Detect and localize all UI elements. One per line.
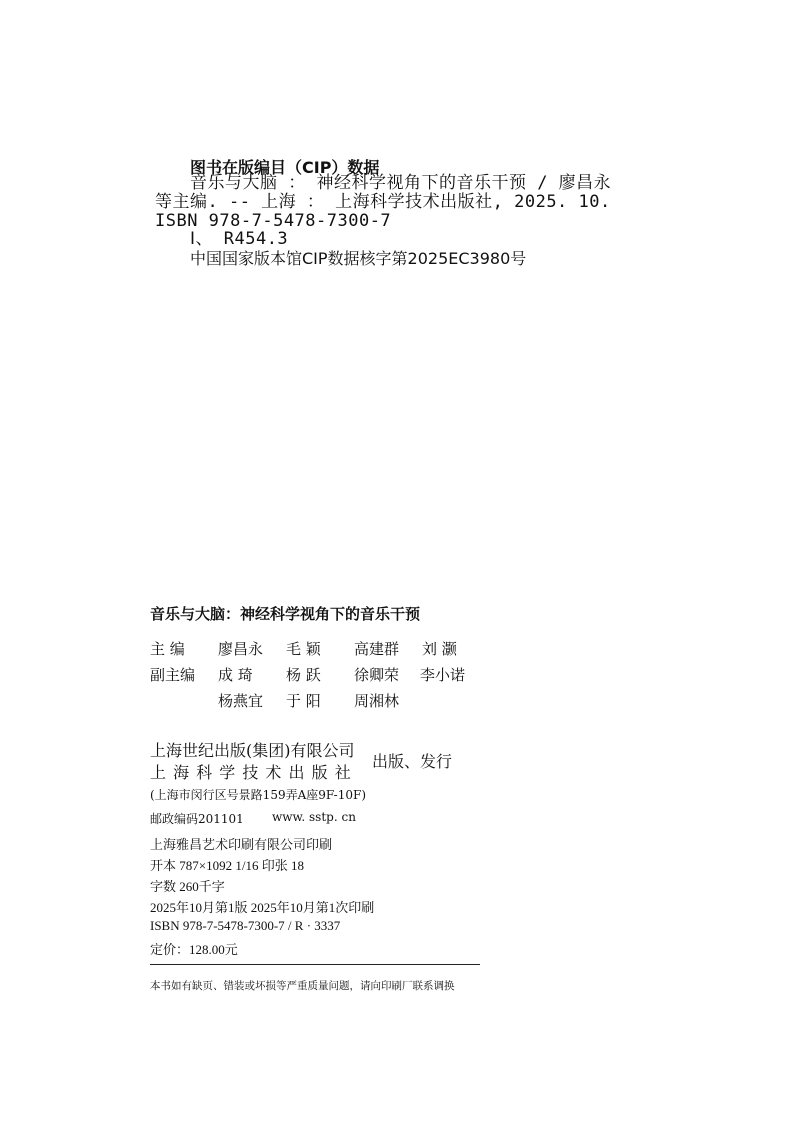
postcode: 邮政编码201101 bbox=[150, 812, 244, 826]
editors-label: 主 编 bbox=[150, 640, 185, 658]
deputy-editor-name: 李小诺 bbox=[420, 666, 466, 684]
deputy-editors-label: 副主编 bbox=[150, 666, 196, 684]
cip-line-classification: Ⅰ、 R454.3 bbox=[190, 229, 289, 249]
deputy-editor-name: 成 琦 bbox=[218, 666, 253, 684]
cip-line-isbn: ISBN 978-7-5478-7300-7 bbox=[155, 211, 392, 231]
deputy-editor-name: 周湘林 bbox=[354, 692, 400, 710]
format-info: 开本 787×1092 1/16 印张 18 bbox=[150, 858, 304, 873]
editor-name: 毛 颖 bbox=[286, 640, 321, 658]
printer: 上海雅昌艺术印刷有限公司印刷 bbox=[150, 837, 333, 852]
deputy-editor-name: 杨燕宜 bbox=[218, 692, 264, 710]
publisher-address: (上海市闵行区号景路159弄A座9F-10F) bbox=[150, 788, 367, 802]
publisher-role: 出版、发行 bbox=[372, 752, 453, 771]
publisher-name: 上 海 科 学 技 术 出 版 社 bbox=[150, 763, 352, 782]
divider-line bbox=[150, 964, 480, 965]
isbn: ISBN 978-7-5478-7300-7 / R · 3337 bbox=[150, 918, 341, 933]
editor-name: 刘 灏 bbox=[422, 640, 457, 658]
book-title: 音乐与大脑：神经科学视角下的音乐干预 bbox=[150, 605, 421, 623]
publisher-group: 上海世纪出版(集团)有限公司 bbox=[150, 741, 355, 760]
quality-notice: 本书如有缺页、错装或坏损等严重质量问题，请向印刷厂联系调换 bbox=[150, 980, 455, 992]
cip-line-record-number: 中国国家版本馆CIP数据核字第2025EC3980号 bbox=[190, 249, 527, 268]
website: www. sstp. cn bbox=[272, 810, 356, 824]
editor-name: 廖昌永 bbox=[218, 640, 264, 658]
cip-line-title: 音乐与大脑 ： 神经科学视角下的音乐干预 / 廖昌永 bbox=[190, 173, 612, 193]
word-count: 字数 260千字 bbox=[150, 879, 225, 894]
deputy-editor-name: 于 阳 bbox=[286, 692, 321, 710]
cip-heading: 图书在版编目（CIP）数据 bbox=[190, 158, 380, 177]
price: 定价：128.00元 bbox=[150, 942, 238, 957]
cip-line-publication: 等主编. -- 上海 ： 上海科学技术出版社, 2025. 10. bbox=[155, 192, 611, 212]
edition-info: 2025年10月第1版 2025年10月第1次印刷 bbox=[150, 900, 375, 915]
editor-name: 高建群 bbox=[354, 640, 400, 658]
deputy-editor-name: 徐卿荣 bbox=[354, 666, 400, 684]
deputy-editor-name: 杨 跃 bbox=[286, 666, 321, 684]
